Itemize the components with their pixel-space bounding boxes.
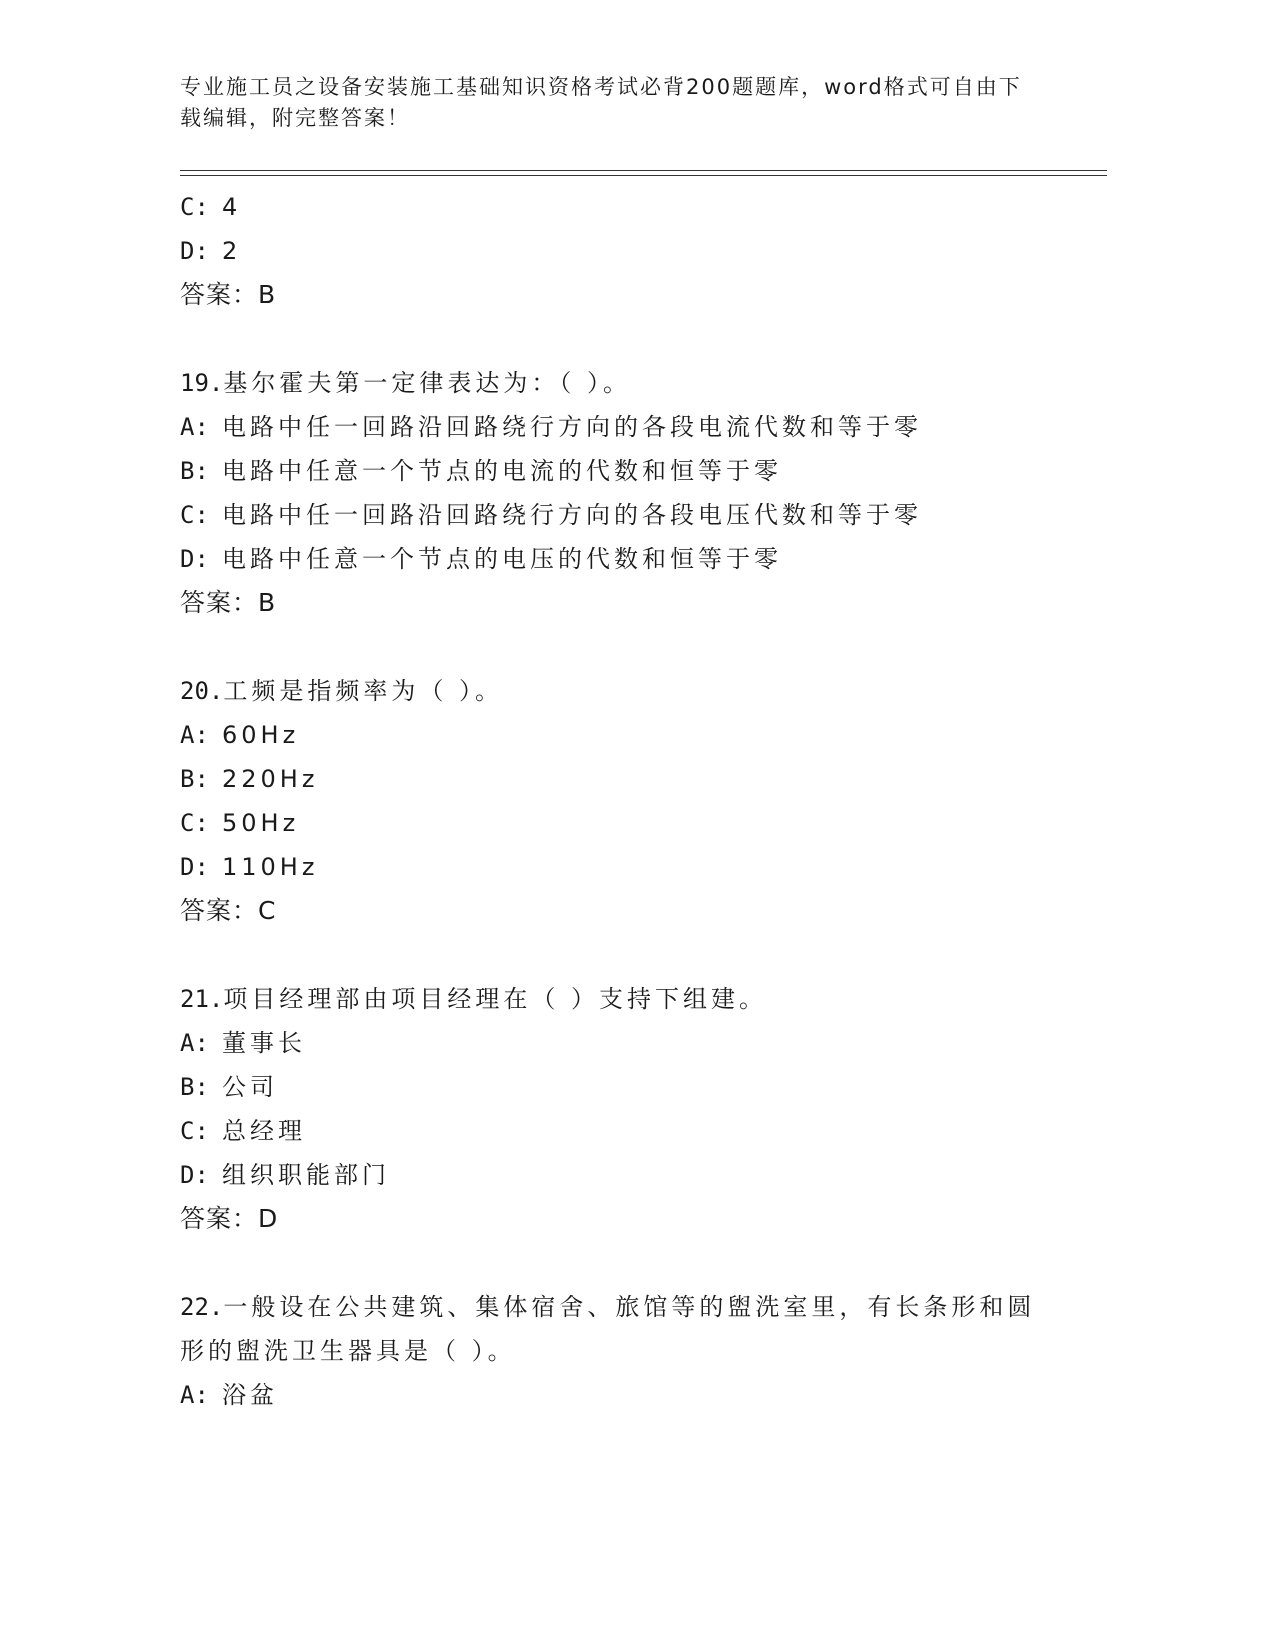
option-label: D: <box>180 1161 209 1189</box>
question-18-tail <box>180 185 1110 317</box>
answer-line: 答案：B <box>180 588 277 617</box>
option-label: C: <box>180 501 209 529</box>
option-a <box>180 1021 1110 1065</box>
option-label: C: <box>180 193 209 221</box>
option-d <box>180 229 1110 273</box>
option-label: A: <box>180 413 209 441</box>
option-a <box>180 713 1110 757</box>
option-a <box>180 1373 1110 1417</box>
question-19 <box>180 361 1110 625</box>
option-c <box>180 493 1110 537</box>
option-label: A: <box>180 1381 209 1409</box>
option-text: 电路中任意一个节点的电压的代数和恒等于零 <box>222 545 782 573</box>
question-stem <box>180 361 1110 405</box>
option-d <box>180 1153 1110 1197</box>
option-c <box>180 185 1110 229</box>
question-21 <box>180 977 1110 1241</box>
option-label: B: <box>180 765 209 793</box>
question-number: 21. <box>180 985 224 1013</box>
option-b <box>180 1065 1110 1109</box>
question-text: 基尔霍夫第一定律表达为：（ ）。 <box>223 369 631 397</box>
option-label: C: <box>180 1117 209 1145</box>
option-text: 电路中任意一个节点的电流的代数和恒等于零 <box>222 457 782 485</box>
option-b <box>180 449 1110 493</box>
option-text: 4 <box>222 193 242 221</box>
option-text: 60Hz <box>222 721 300 749</box>
question-list <box>180 185 1110 1417</box>
option-text: 50Hz <box>222 809 300 837</box>
spacer <box>180 625 1110 669</box>
option-a <box>180 405 1110 449</box>
option-d <box>180 537 1110 581</box>
option-text: 220Hz <box>222 765 319 793</box>
question-stem-continued <box>180 1329 1110 1373</box>
option-text: 公司 <box>222 1073 278 1101</box>
option-c <box>180 801 1110 845</box>
question-text-line2: 形的盥洗卫生器具是（ ）。 <box>180 1337 516 1365</box>
question-number: 20. <box>180 677 224 705</box>
question-20 <box>180 669 1110 933</box>
question-number: 19. <box>180 369 224 397</box>
option-text: 组织职能部门 <box>222 1161 390 1189</box>
option-text: 2 <box>222 237 242 265</box>
question-number: 22. <box>180 1293 224 1321</box>
option-text: 浴盆 <box>222 1381 278 1409</box>
option-label: B: <box>180 457 209 485</box>
question-text-line1: 一般设在公共建筑、集体宿舍、旅馆等的盥洗室里，有长条形和圆 <box>223 1293 1036 1321</box>
option-text: 电路中任一回路沿回路绕行方向的各段电压代数和等于零 <box>222 501 922 529</box>
question-text: 项目经理部由项目经理在（ ）支持下组建。 <box>223 985 767 1013</box>
option-label: A: <box>180 1029 209 1057</box>
option-c <box>180 1109 1110 1153</box>
question-text: 工频是指频率为（ ）。 <box>223 677 503 705</box>
spacer <box>180 317 1110 361</box>
option-label: D: <box>180 545 209 573</box>
option-text: 电路中任一回路沿回路绕行方向的各段电流代数和等于零 <box>222 413 922 441</box>
option-label: D: <box>180 853 209 881</box>
option-d <box>180 845 1110 889</box>
option-label: B: <box>180 1073 209 1101</box>
option-label: C: <box>180 809 209 837</box>
header-divider-top <box>180 170 1107 171</box>
option-b <box>180 757 1110 801</box>
option-text: 董事长 <box>222 1029 306 1057</box>
header-divider-bottom <box>180 175 1107 176</box>
option-text: 总经理 <box>222 1117 306 1145</box>
answer-line: 答案：D <box>180 1204 279 1233</box>
question-stem <box>180 977 1110 1021</box>
question-22 <box>180 1285 1110 1417</box>
answer-line: 答案：B <box>180 280 277 309</box>
question-stem <box>180 669 1110 713</box>
answer-line: 答案：C <box>180 896 277 925</box>
option-label: A: <box>180 721 209 749</box>
spacer <box>180 1241 1110 1285</box>
question-stem <box>180 1285 1110 1329</box>
option-text: 110Hz <box>222 853 319 881</box>
option-label: D: <box>180 237 209 265</box>
document-header: 专业施工员之设备安装施工基础知识资格考试必背200题题库，word格式可自由下载编辑，附完整答案！ <box>180 75 1022 130</box>
spacer <box>180 933 1110 977</box>
